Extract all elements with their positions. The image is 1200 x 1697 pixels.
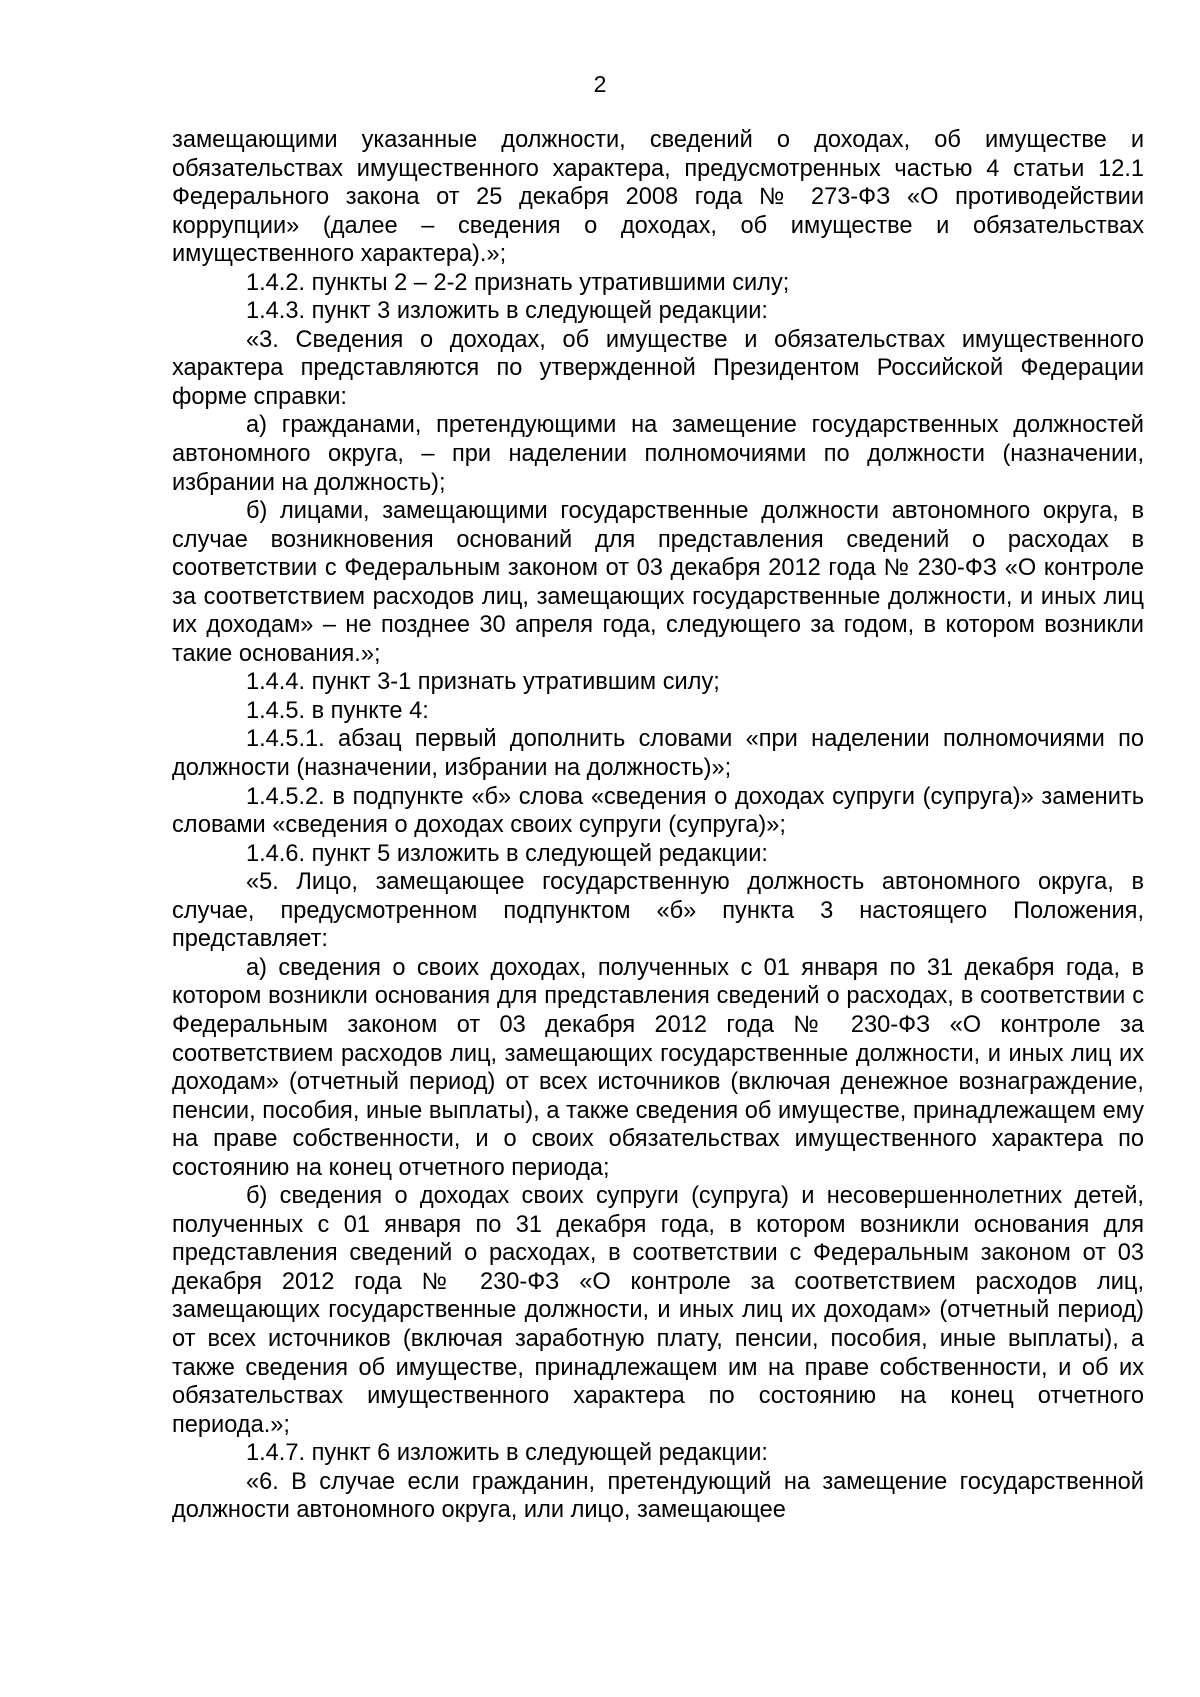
paragraph-2: 1.4.2. пункты 2 – 2-2 признать утратившими силу; bbox=[246, 269, 790, 296]
paragraph-3: 1.4.3. пункт 3 изложить в следующей редакции: bbox=[246, 298, 768, 325]
paragraph-4: «3. Сведения о доходах, об имуществе и обязательствах имущественного характера представляются по утвержденной Президентом Российской Федерации форме справки: bbox=[172, 326, 1144, 410]
paragraph-14: б) сведения о доходах своих супруги (супруга) и несовершеннолетних детей, полученных с 01 января по 31 декабря года, в котором возникли основания для представления сведений о расходах, в соответствии с Федеральным законом от 03 декабря 2012 года № 230-ФЗ «О контроле за соответствием расходов лиц, замещающих государственные должности, и иных лиц их доходам» (отчетный период) от всех источников (включая заработную плату, пенсии, пособия, иные выплаты), а также сведения об имуществе, принадлежащем им на праве собственности, и об их обязательствах имущественного характера по состоянию на конец отчетного периода.»; bbox=[172, 1183, 1144, 1438]
paragraph-7: 1.4.4. пункт 3-1 признать утратившим силу; bbox=[246, 669, 720, 696]
paragraph-15: 1.4.7. пункт 6 изложить в следующей редакции: bbox=[246, 1440, 768, 1467]
paragraph-10: 1.4.5.2. в подпункте «б» слова «сведения о доходах супруги (супруга)» заменить словами «сведения о доходах своих супруги (супруга)»; bbox=[172, 783, 1144, 839]
paragraph-5: а) гражданами, претендующими на замещение государственных должностей автономного округа, – при наделении полномочиями по должности (назначении, избрании на должность); bbox=[172, 412, 1144, 496]
paragraph-9: 1.4.5.1. абзац первый дополнить словами «при наделении полномочиями по должности (назначении, избрании на должность)»; bbox=[172, 726, 1144, 782]
paragraph-16: «6. В случае если гражданин, претендующий на замещение государственной должности автономного округа, или лицо, замещающее bbox=[172, 1468, 1144, 1524]
page-number: 2 bbox=[593, 71, 607, 97]
paragraph-11: 1.4.6. пункт 5 изложить в следующей редакции: bbox=[246, 840, 768, 867]
paragraph-12: «5. Лицо, замещающее государственную должность автономного округа, в случае, предусмотренном подпунктом «б» пункта 3 настоящего Положения, представляет: bbox=[172, 869, 1144, 953]
paragraph-6: б) лицами, замещающими государственные должности автономного округа, в случае возникновения оснований для представления сведений о расходах в соответствии с Федеральным законом от 03 декабря 2012 года № 230-ФЗ «О контроле за соответствием расходов лиц, замещающих государственные должности, и иных лиц их доходам» – не позднее 30 апреля года, следующего за годом, в котором возникли такие основания.»; bbox=[172, 498, 1144, 667]
paragraph-13: а) сведения о своих доходах, полученных с 01 января по 31 декабря года, в котором возникли основания для представления сведений о расходах, в соответствии с Федеральным законом от 03 декабря 2012 года № 230-ФЗ «О контроле за соответствием расходов лиц, замещающих государственные должности, и иных лиц их доходам» (отчетный период) от всех источников (включая денежное вознаграждение, пенсии, пособия, иные выплаты), а также сведения об имуществе, принадлежащем ему на праве собственности, и о своих обязательствах имущественного характера по состоянию на конец отчетного периода; bbox=[172, 954, 1144, 1181]
paragraph-1: замещающими указанные должности, сведений о доходах, об имуществе и обязательствах имущественного характера, предусмотренных частью 4 статьи 12.1 Федерального закона от 25 декабря 2008 года № 273-ФЗ «О противодействии коррупции» (далее – сведения о доходах, об имуществе и обязательствах имущественного характера).»; bbox=[172, 127, 1144, 268]
document-body bbox=[172, 126, 1144, 1525]
paragraph-8: 1.4.5. в пункте 4: bbox=[246, 697, 429, 724]
